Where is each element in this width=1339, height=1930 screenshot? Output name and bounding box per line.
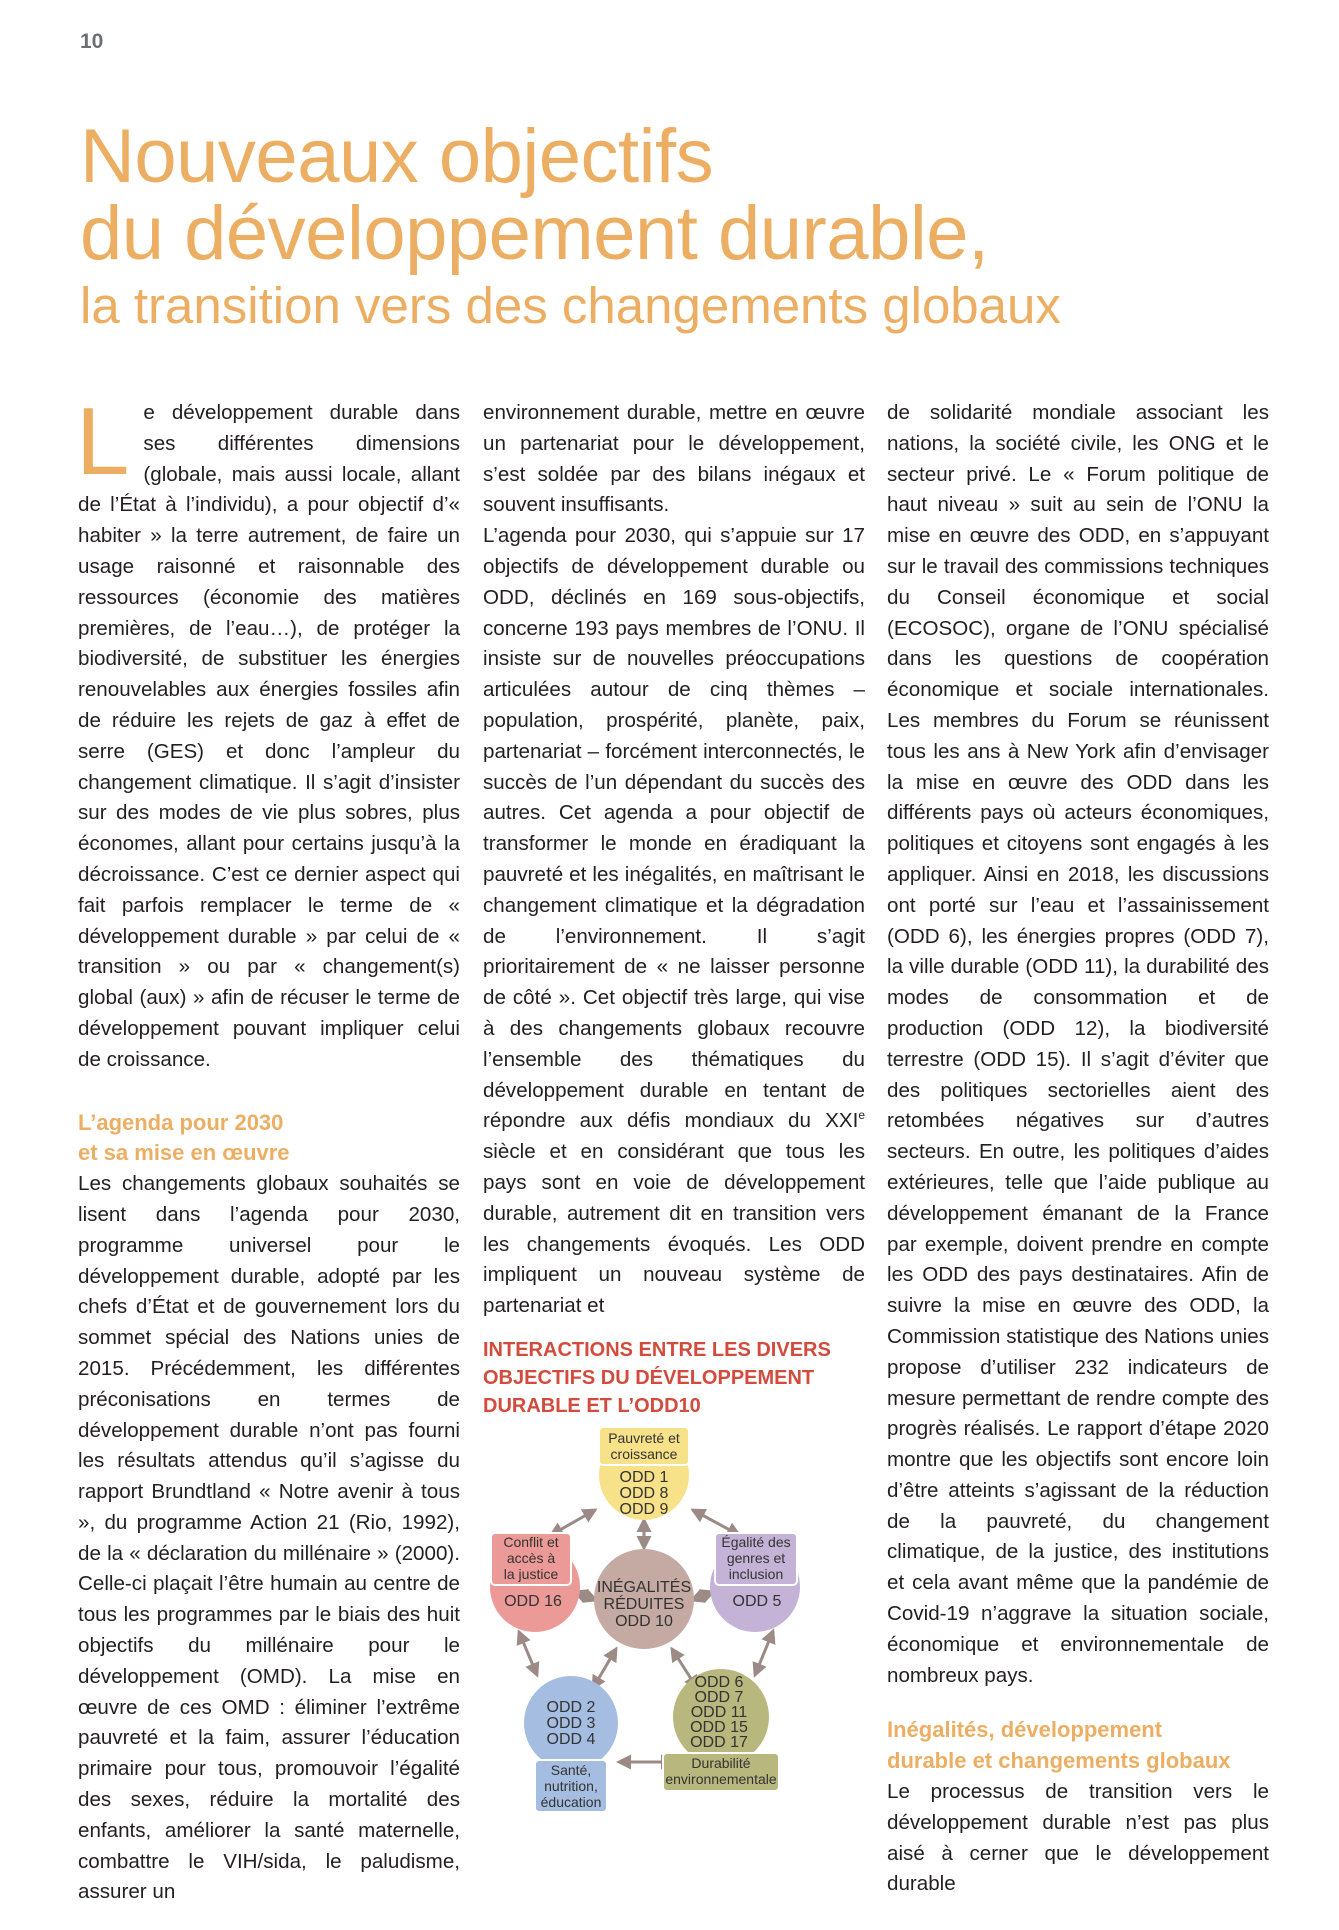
century-superscript: e <box>858 1108 865 1123</box>
node-left-odd: ODD 16 <box>504 1593 562 1610</box>
intro-text: e développement durable dans ses différentes dimensions (globale, mais aussi locale, allant de l’État à l’individu), a pour objectif d’« habiter » la terre autrement, de faire un usage raisonné et raisonnable des ressources (économie des matières premières, de l’eau…), de protéger la biodiversité, de substituer les énergies renouvelables aux énergies fossiles afin de réduire les rejets de gaz à effet de serre (GES) et donc l’ampleur du changement climatique. Il s’agit d’insister sur des modes de vie plus sobres, plus économes, allant pour certains jusqu’à la décroissance. C’est ce dernier aspect qui fait parfois remplacer le terme de « développement durable » par celui de « transition » ou par « changement(s) global (aux) » afin de récuser le terme de développement pouvant impliquer celui de croissance. <box>78 401 460 1071</box>
node-center-line-3: ODD 10 <box>615 1613 673 1630</box>
node-bottom-right-odd-2: ODD 7 <box>694 1689 744 1706</box>
node-bottom-left-odd-3: ODD 4 <box>546 1731 596 1748</box>
node-bottom-right-odd-3: ODD 11 <box>690 1704 748 1721</box>
agenda-paragraph-1: Les changements globaux souhaités se lisent dans l’agenda pour 2030, programme universel pour le développement durable, adopté par les chefs d’État et de gouvernement lors du sommet spécial des Nations unies de 2015. Précédemment, les différentes préconisations en termes de développement durable n’ont pas fourni les résultats attendus qu’il s’agisse du rapport Brundtland « Notre avenir à tous », du programme Action 21 (Rio, 1992), de la « déclaration du millénaire » (2000). Celle-ci plaçait l’être humain au centre de tous les programmes par le biais des huit objectifs du millénaire pour le développement (OMD). La mise en œuvre de ces OMD : éliminer l’extrême pauvreté et la faim, assurer l’éducation primaire pour tous, promouvoir l’égalité des sexes, réduire la mortalité des enfants, améliorer la santé maternelle, combattre le VIH/sida, le paludisme, assurer un <box>78 1172 460 1904</box>
node-bottom-left-odd-2: ODD 3 <box>546 1715 596 1732</box>
arrow-left-bottom-left <box>519 1632 537 1675</box>
arrow-top-left <box>551 1510 595 1535</box>
intro-paragraph <box>76 388 460 1076</box>
node-top-odd-3: ODD 9 <box>619 1501 669 1518</box>
node-left-label-line-3: la justice <box>503 1566 559 1582</box>
arrow-center-bottom-left <box>593 1649 616 1688</box>
node-top-label-line-1: Pauvreté et <box>608 1430 680 1446</box>
node-bottom-left-label-line-1: Santé, <box>550 1762 592 1778</box>
title-line-1: Nouveaux objectifs <box>80 114 714 199</box>
page-title <box>80 114 1280 338</box>
text-column-1 <box>76 388 460 1908</box>
arrow-right-bottom-right <box>755 1631 773 1675</box>
arrow-top-right <box>693 1510 739 1535</box>
node-bottom-left-odd-1: ODD 2 <box>546 1699 596 1716</box>
section-heading-agenda <box>78 1108 460 1170</box>
node-bottom-right-odd-5: ODD 17 <box>690 1734 748 1751</box>
section-heading-agenda-line-1: L’agenda pour 2030 <box>78 1109 284 1135</box>
node-right-label-line-2: genres et <box>726 1550 786 1566</box>
node-bottom-left-label-line-3: éducation <box>540 1794 602 1810</box>
node-center-line-1: INÉGALITÉS <box>596 1579 692 1596</box>
node-right-label-line-3: inclusion <box>728 1566 784 1582</box>
node-top-label-line-2: croissance <box>610 1446 678 1462</box>
node-bottom-right-odd-4: ODD 15 <box>690 1719 748 1736</box>
node-center-line-2: RÉDUITES <box>603 1596 685 1613</box>
page-subtitle: la transition vers des changements globaux <box>80 277 1061 334</box>
agenda-paragraph-2-part-2: siècle et en considérant que tous les pays sont en voie de développement durable, autrement dit en transition vers les changements évoqués. Les ODD impliquent un nouveau système de partenariat et <box>483 1140 865 1318</box>
text-column-3 <box>887 398 1269 1900</box>
agenda-paragraph-2-part-1: L’agenda pour 2030, qui s’appuie sur 17 objectifs de développement durable ou ODD, déclinés en 169 sous-objectifs, concerne 193 pays membres de l’ONU. Il insiste sur de nouvelles préoccupations articulées autour de cinq thèmes – population, prospérité, planète, paix, partenariat – forcément interconnectés, le succès de l’un dépendant du succès des autres. Cet agenda a pour objectif de transformer le monde en éradiquant la pauvreté et les inégalités, en maîtrisant le changement climatique et la dégradation de l’environnement. Il s’agit prioritairement de « ne laisser personne de côté ». Cet objectif très large, qui vise à des changements globaux recouvre l’ensemble des thématiques du développement durable en tentant de répondre aux défis mondiaux du XXI <box>483 524 865 1133</box>
node-left-label-line-2: accès à <box>506 1550 556 1566</box>
title-line-2: du développement durable, <box>80 191 989 276</box>
node-bottom-right-label-line-2: environnementale <box>665 1771 777 1787</box>
section-heading-agenda-line-2: et sa mise en œuvre <box>78 1140 290 1166</box>
page-number: 10 <box>80 30 104 53</box>
node-top-odd-1: ODD 1 <box>619 1469 669 1486</box>
inequalities-paragraph: Le processus de transition vers le développement durable n’est pas plus aisé à cerner que le développement durable <box>887 1780 1269 1896</box>
figure-title-line-1: INTERACTIONS ENTRE LES DIVERS <box>483 1339 831 1361</box>
section-heading-inequalities <box>887 1715 1269 1777</box>
section-heading-inequalities-line-2: durable et changements globaux <box>887 1748 1231 1774</box>
drop-cap: L <box>76 388 130 495</box>
node-right-odd: ODD 5 <box>732 1593 782 1610</box>
agenda-paragraph-1-continued: environnement durable, mettre en œuvre un partenariat pour le développement, s’est soldée par des bilans inégaux et souvent insuffisants. <box>483 401 865 517</box>
node-right-label-line-1: Égalité des <box>721 1534 791 1550</box>
section-heading-inequalities-line-1: Inégalités, développement <box>887 1717 1163 1743</box>
node-bottom-right-label-line-1: Durabilité <box>691 1755 751 1771</box>
text-column-2 <box>483 398 865 1322</box>
agenda-paragraph-2 <box>483 521 865 1322</box>
diagram-svg <box>483 1425 865 1865</box>
node-bottom-right-odd-1: ODD 6 <box>694 1674 744 1691</box>
figure-title <box>483 1336 865 1420</box>
figure-title-line-3: DURABLE ET L’ODD10 <box>483 1395 701 1417</box>
figure-title-line-2: OBJECTIFS DU DÉVELOPPEMENT <box>483 1367 815 1389</box>
agenda-paragraph-2-continued: de solidarité mondiale associant les nations, la société civile, les ONG et le secteur privé. Le « Forum politique de haut niveau » suit au sein de l’ONU la mise en œuvre des ODD, en s’appuyant sur le travail des commissions techniques du Conseil économique et social (ECOSOC), organe de l’ONU spécialisé dans les questions de coopération économique et sociale internationales. Les membres du Forum se réunissent tous les ans à New York afin d’envisager la mise en œuvre des ODD dans les différents pays où acteurs économiques, politiques et citoyens sont engagés à les appliquer. Ainsi en 2018, les discussions ont porté sur l’eau et l’assainissement (ODD 6), les énergies propres (ODD 7), la ville durable (ODD 11), la durabilité des modes de consommation et de production (ODD 12), la biodiversité terrestre (ODD 15). Il s’agit d’éviter que des politiques sectorielles aient des retombées négatives sur d’autres secteurs. En outre, les politiques d’aides extérieures, telle que l’aide publique au développement émanant de la France par exemple, doivent prendre en compte les ODD des pays destinataires. Afin de suivre la mise en œuvre des ODD, la Commission statistique des Nations unies propose d’utiliser 232 indicateurs de mesure permettant de rendre compte des progrès réalisés. Le rapport d’étape 2020 montre que les objectifs sont encore loin d’être atteints s’agissant de la réduction de la pauvreté, du changement climatique, de la justice, des institutions et cela avant même que la pandémie de Covid-19 n’aggrave la situation sociale, économique et environnementale de nombreux pays. <box>887 401 1269 1687</box>
arrow-center-right <box>692 1592 713 1600</box>
node-bottom-left-label-line-2: nutrition, <box>544 1778 598 1794</box>
node-left-label-line-1: Conflit et <box>503 1534 559 1550</box>
node-top-odd-2: ODD 8 <box>619 1485 669 1502</box>
sdg-interaction-diagram <box>483 1425 865 1865</box>
